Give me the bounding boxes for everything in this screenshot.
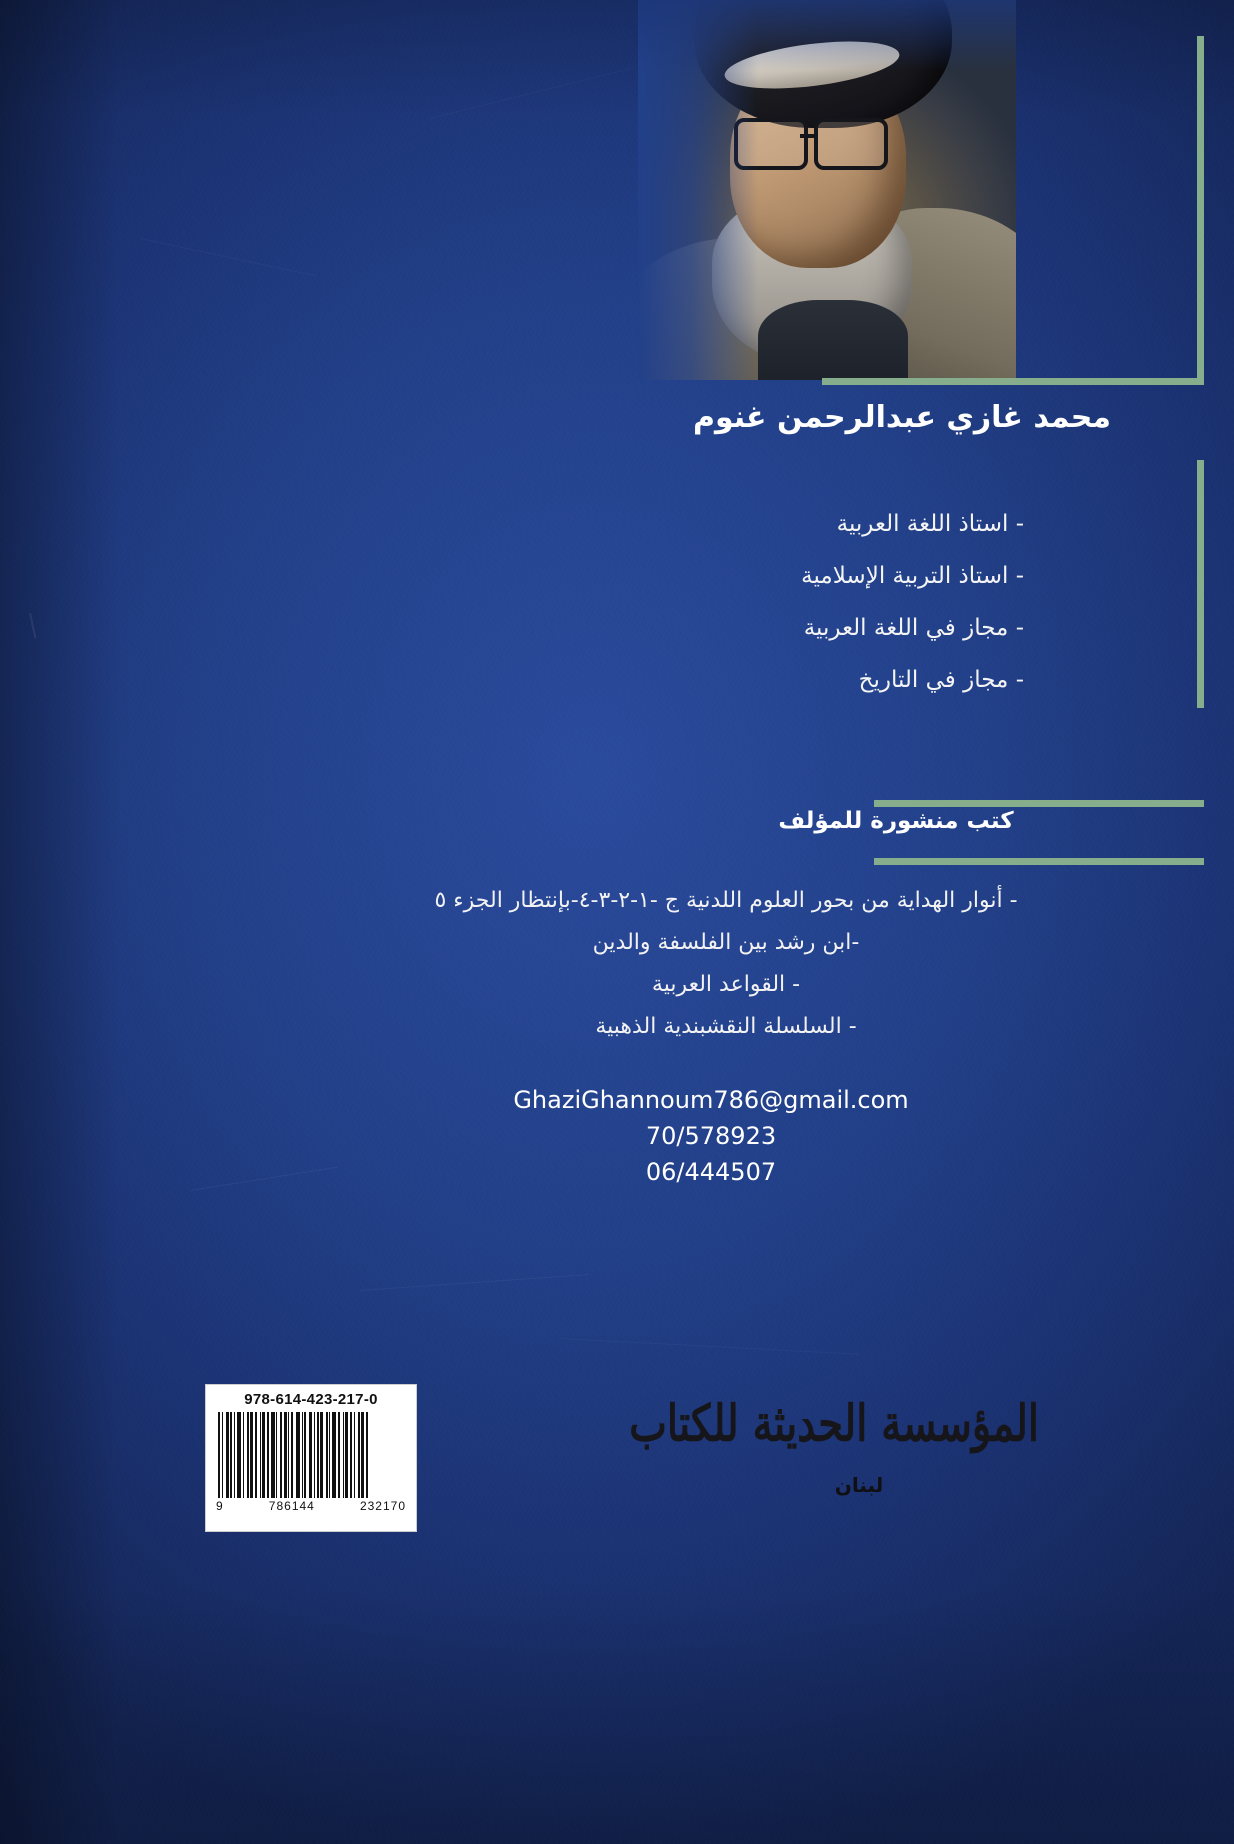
barcode-digit-row xyxy=(214,1498,408,1513)
portrait-fade-top xyxy=(638,0,1016,70)
publisher-logo: المؤسسة الحديثة للكتاب xyxy=(629,1394,1039,1453)
frame-rule-under-portrait xyxy=(822,378,1204,385)
credential-item: - استاذ اللغة العربية xyxy=(836,511,1024,537)
publisher-block xyxy=(629,1394,1039,1497)
edge-shadow-bottom xyxy=(0,1584,1234,1844)
credential-item: - مجاز في اللغة العربية xyxy=(803,615,1024,641)
isbn-barcode xyxy=(205,1384,417,1532)
publisher-country: لبنان xyxy=(834,1473,884,1497)
credential-item: - استاذ التربية الإسلامية xyxy=(801,563,1024,589)
author-name: محمد غازي عبدالرحمن غنوم xyxy=(692,400,1112,435)
frame-rule-right-top xyxy=(1197,36,1204,384)
isbn-number: 978-614-423-217-0 xyxy=(244,1391,378,1408)
edge-shadow-left xyxy=(0,0,120,1844)
author-credentials-list xyxy=(594,498,1024,706)
credential-item: - مجاز في التاريخ xyxy=(858,667,1024,693)
contact-email[interactable]: GhaziGhannoum786@gmail.com xyxy=(513,1086,909,1114)
portrait-collar xyxy=(758,300,908,380)
barcode-digit-middle: 786144 xyxy=(268,1499,315,1513)
edge-shadow-top xyxy=(0,0,1234,120)
frame-rule-above-publications xyxy=(874,800,1204,807)
author-portrait-photo xyxy=(638,0,1016,380)
published-book-item: - أنوار الهداية من بحور العلوم اللدنية ج -١-٢-٣-٤-بإنتظار الجزء ٥ xyxy=(434,888,1018,913)
published-book-item: - السلسلة النقشبندية الذهبية xyxy=(595,1014,857,1039)
glasses-lens-right xyxy=(814,118,888,170)
portrait-glasses xyxy=(734,118,902,164)
published-books-heading: كتب منشورة للمؤلف xyxy=(778,808,1014,834)
barcode-digit-left: 9 xyxy=(216,1499,224,1513)
contact-phone-secondary: 06/444507 xyxy=(645,1158,777,1186)
contact-phone-primary: 70/578923 xyxy=(645,1122,777,1150)
published-book-item: - القواعد العربية xyxy=(651,972,801,997)
published-books-list xyxy=(326,880,1126,1048)
barcode-digit-right: 232170 xyxy=(359,1499,406,1513)
barcode-bars xyxy=(214,1412,408,1498)
published-book-item: -ابن رشد بين الفلسفة والدين xyxy=(592,930,860,955)
frame-rule-right-credentials xyxy=(1197,460,1204,708)
frame-rule-below-publications xyxy=(874,858,1204,865)
contact-block xyxy=(296,1082,1126,1190)
